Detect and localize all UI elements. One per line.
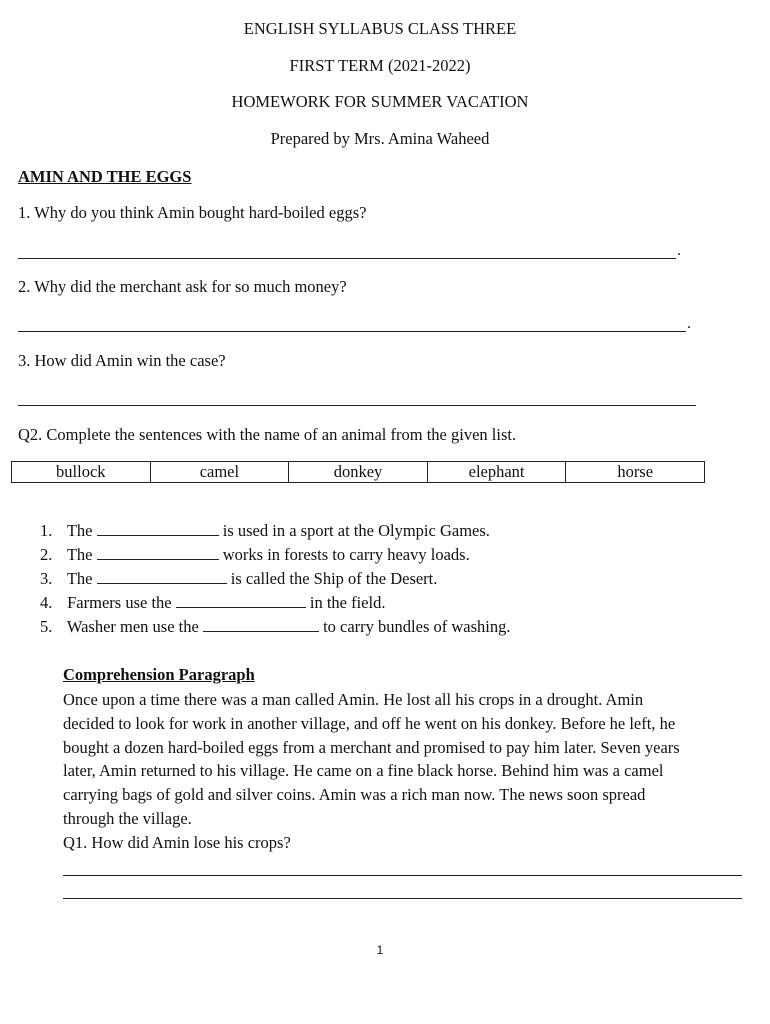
page-number: 1 bbox=[376, 943, 384, 957]
list-item bbox=[40, 544, 511, 568]
question-3: 3. How did Amin win the case? bbox=[18, 351, 226, 370]
comprehension-question: Q1. How did Amin lose his crops? bbox=[63, 832, 291, 852]
fill-in-list bbox=[40, 520, 511, 640]
sentence-start: The bbox=[66, 545, 93, 564]
header-author: Prepared by Mrs. Amina Waheed bbox=[270, 129, 490, 148]
header-title: ENGLISH SYLLABUS CLASS THREE bbox=[243, 19, 517, 38]
sentence-start: The bbox=[66, 521, 93, 540]
sentence-end: is used in a sport at the Olympic Games. bbox=[222, 521, 490, 540]
list-item bbox=[40, 520, 511, 544]
question-1: 1. Why do you think Amin bought hard-boiled eggs? bbox=[18, 203, 367, 222]
sentence-end: is called the Ship of the Desert. bbox=[230, 569, 438, 588]
sentence-start: The bbox=[66, 569, 93, 588]
fill-blank[interactable] bbox=[176, 593, 306, 608]
list-item bbox=[40, 616, 511, 640]
comprehension-paragraph bbox=[63, 688, 733, 855]
item-number: 5. bbox=[40, 617, 53, 636]
sentence-end: in the field. bbox=[309, 593, 386, 612]
fill-in-instruction: Q2. Complete the sentences with the name of an animal from the given list. bbox=[18, 425, 517, 444]
paragraph-line: decided to look for work in another village, and off he went on his donkey. Before he left, he bbox=[63, 713, 676, 733]
list-item bbox=[40, 592, 511, 616]
sentence-start: Farmers use the bbox=[67, 593, 172, 612]
item-number: 1. bbox=[40, 521, 53, 540]
section-title: AMIN AND THE EGGS bbox=[18, 167, 192, 186]
animal-cell: horse bbox=[566, 462, 705, 483]
animal-cell: camel bbox=[150, 462, 289, 483]
item-number: 2. bbox=[40, 545, 53, 564]
header-homework: HOMEWORK FOR SUMMER VACATION bbox=[231, 92, 529, 111]
header-term: FIRST TERM (2021-2022) bbox=[289, 56, 471, 75]
comprehension-answer-line-1[interactable] bbox=[63, 875, 742, 876]
paragraph-line: later, Amin returned to his village. He came on a fine black horse. Behind him was a camel bbox=[63, 761, 664, 781]
sentence-end: works in forests to carry heavy loads. bbox=[222, 545, 470, 564]
question-2: 2. Why did the merchant ask for so much money? bbox=[18, 277, 347, 296]
answer-line-2[interactable] bbox=[18, 331, 686, 332]
comprehension-title: Comprehension Paragraph bbox=[63, 665, 255, 684]
comprehension-answer-line-2[interactable] bbox=[63, 898, 742, 899]
paragraph-line: bought a dozen hard-boiled eggs from a merchant and promised to pay him later. Seven years bbox=[63, 737, 680, 757]
paragraph-line: Once upon a time there was a man called Amin. He lost all his crops in a drought. Amin bbox=[63, 690, 644, 709]
answer-line-1[interactable] bbox=[18, 258, 676, 259]
list-item bbox=[40, 568, 511, 592]
paragraph-line: through the village. bbox=[63, 808, 192, 828]
item-number: 3. bbox=[40, 569, 53, 588]
fill-blank[interactable] bbox=[203, 617, 319, 632]
answer-line-3[interactable] bbox=[18, 405, 696, 406]
animal-list-table bbox=[11, 461, 705, 483]
fill-blank[interactable] bbox=[97, 521, 219, 536]
sentence-end: to carry bundles of washing. bbox=[323, 617, 511, 636]
paragraph-line: carrying bags of gold and silver coins. Amin was a rich man now. The news soon spread bbox=[63, 785, 646, 805]
animal-cell: donkey bbox=[289, 462, 428, 483]
sentence-start: Washer men use the bbox=[66, 617, 199, 636]
answer-line-2-period: . bbox=[687, 315, 691, 332]
answer-line-1-period: . bbox=[677, 242, 681, 259]
fill-blank[interactable] bbox=[97, 545, 219, 560]
animal-cell: elephant bbox=[427, 462, 566, 483]
animal-cell: bullock bbox=[12, 462, 151, 483]
item-number: 4. bbox=[40, 593, 53, 612]
fill-blank[interactable] bbox=[97, 569, 227, 584]
